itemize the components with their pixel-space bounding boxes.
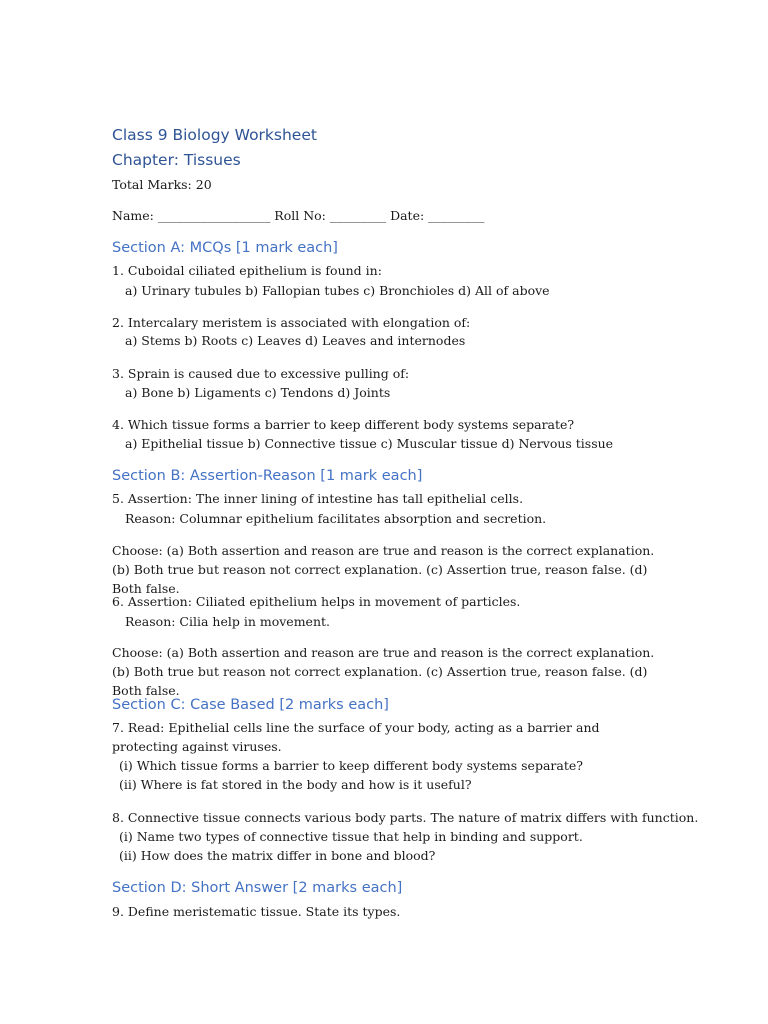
question-6-reason: Reason: Cilia help in movement. — [125, 614, 330, 629]
question-9: 9. Define meristematic tissue. State its types. — [112, 904, 401, 919]
section-b-heading: Section B: Assertion-Reason [1 mark each] — [112, 468, 423, 484]
section-c-heading: Section C: Case Based [2 marks each] — [112, 697, 389, 713]
question-1-options: a) Urinary tubules b) Fallopian tubes c) Bronchioles d) All of above — [125, 283, 550, 298]
question-7-part-ii: (ii) Where is fat stored in the body and how is it useful? — [119, 777, 472, 792]
question-8-text: 8. Connective tissue connects various body parts. The nature of matrix differs with function. — [112, 810, 699, 825]
question-1: 1. Cuboidal ciliated epithelium is found in: — [112, 263, 382, 278]
chapter-title: Chapter: Tissues — [112, 151, 241, 169]
section-a-heading: Section A: MCQs [1 mark each] — [112, 240, 338, 256]
question-4: 4. Which tissue forms a barrier to keep different body systems separate? — [112, 417, 575, 432]
question-2: 2. Intercalary meristem is associated with elongation of: — [112, 315, 471, 330]
section-d-heading: Section D: Short Answer [2 marks each] — [112, 880, 403, 896]
student-info-line: Name: __________________ Roll No: _________ Date: _________ — [112, 208, 485, 223]
total-marks: Total Marks: 20 — [112, 177, 212, 192]
question-5-assertion: 5. Assertion: The inner lining of intestine has tall epithelial cells. — [112, 491, 524, 506]
worksheet-title: Class 9 Biology Worksheet — [112, 126, 317, 144]
question-5-reason: Reason: Columnar epithelium facilitates absorption and secretion. — [125, 511, 547, 526]
question-2-options: a) Stems b) Roots c) Leaves d) Leaves and internodes — [125, 333, 466, 348]
question-7-part-i: (i) Which tissue forms a barrier to keep different body systems separate? — [119, 758, 583, 773]
question-4-options: a) Epithelial tissue b) Connective tissue c) Muscular tissue d) Nervous tissue — [125, 436, 614, 451]
question-3: 3. Sprain is caused due to excessive pulling of: — [112, 366, 410, 381]
question-3-options: a) Bone b) Ligaments c) Tendons d) Joints — [125, 385, 391, 400]
question-7-text: 7. Read: Epithelial cells line the surface of your body, acting as a barrier and protecting against viruses. — [112, 720, 600, 754]
question-8-part-i: (i) Name two types of connective tissue that help in binding and support. — [119, 829, 583, 844]
question-6-assertion: 6. Assertion: Ciliated epithelium helps in movement of particles. — [112, 594, 521, 609]
question-5-choices: Choose: (a) Both assertion and reason are true and reason is the correct explanation. (b) Both true but reason not correct explanation. (c) Assertion true, reason false. (d) Both false. — [112, 543, 655, 596]
question-6-choices: Choose: (a) Both assertion and reason are true and reason is the correct explanation. (b) Both true but reason not correct explanation. (c) Assertion true, reason false. (d) Both false. — [112, 645, 655, 698]
question-8-part-ii: (ii) How does the matrix differ in bone and blood? — [119, 848, 436, 863]
